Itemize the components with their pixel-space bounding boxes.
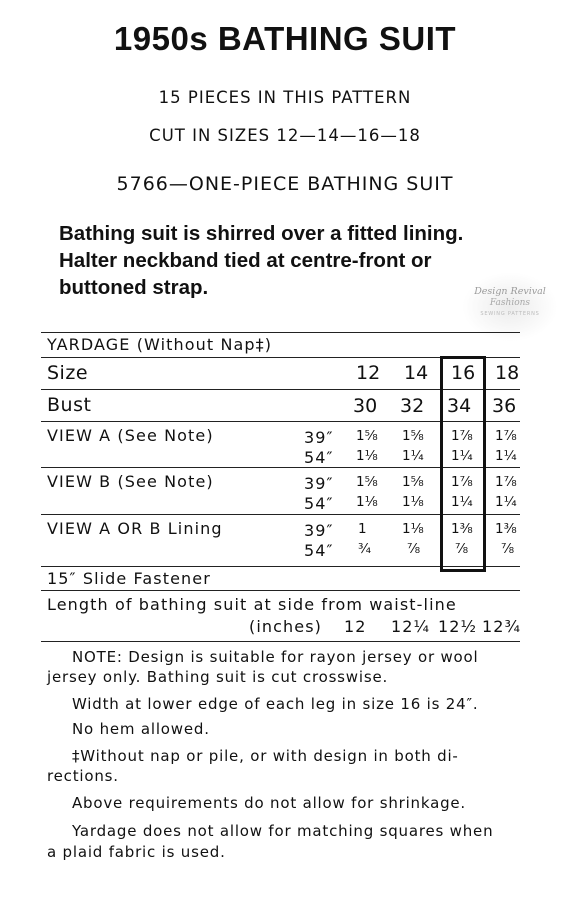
slide-fastener: 15″ Slide Fastener: [47, 569, 211, 588]
length-unit: (inches): [249, 617, 322, 636]
divider: [41, 590, 520, 591]
yardage-value: 1⅛: [356, 448, 378, 464]
fabric-width: 39″: [304, 521, 334, 540]
bust-label: Bust: [47, 394, 92, 416]
note-line: NOTE: Design is suitable for rayon jersey or wool: [72, 648, 479, 666]
yardage-value: 1¼: [451, 448, 473, 464]
pieces-count: 15 PIECES IN THIS PATTERN: [158, 88, 412, 107]
description-line: Bathing suit is shirred over a fitted lining.: [59, 222, 464, 245]
yardage-value: 1⅝: [402, 474, 424, 490]
yardage-header: YARDAGE (Without Nap‡): [47, 335, 273, 354]
note-line: ‡Without nap or pile, or with design in both di-: [72, 747, 459, 765]
view-label: VIEW B (See Note): [47, 472, 214, 491]
length-label: Length of bathing suit at side from waist-line: [47, 595, 457, 614]
fabric-width: 39″: [304, 474, 334, 493]
length-value: 12¼: [391, 617, 431, 636]
yardage-value: 1⅝: [356, 428, 378, 444]
yardage-value: 1⅞: [495, 474, 517, 490]
yardage-value: 1⅛: [356, 494, 378, 510]
yardage-value: 1¼: [495, 494, 517, 510]
pattern-title: 5766—ONE-PIECE BATHING SUIT: [116, 173, 454, 195]
fabric-width: 54″: [304, 448, 334, 467]
yardage-value: 1⅜: [495, 521, 517, 537]
fabric-width: 39″: [304, 428, 334, 447]
bust-value: 36: [492, 395, 517, 417]
watermark-line: SEWING PATTERNS: [480, 311, 540, 317]
fabric-width: 54″: [304, 541, 334, 560]
highlighted-size-column: [440, 356, 486, 572]
divider: [41, 332, 520, 333]
view-label: VIEW A (See Note): [47, 426, 214, 445]
size-value: 12: [356, 362, 381, 384]
length-value: 12½: [438, 617, 478, 636]
bust-value: 30: [353, 395, 378, 417]
length-value: 12¾: [482, 617, 522, 636]
description-line: Halter neckband tied at centre-front or: [59, 249, 432, 272]
yardage-value: ¾: [358, 541, 372, 557]
yardage-value: ⅞: [501, 541, 515, 557]
yardage-value: 1⅞: [495, 428, 517, 444]
yardage-value: 1⅞: [451, 428, 473, 444]
note-line: a plaid fabric is used.: [47, 843, 226, 861]
divider: [41, 641, 520, 642]
yardage-value: ⅞: [455, 541, 469, 557]
view-label: VIEW A OR B Lining: [47, 519, 223, 538]
fabric-width: 54″: [304, 494, 334, 513]
yardage-value: 1⅞: [451, 474, 473, 490]
description-line: buttoned strap.: [59, 276, 209, 299]
size-value: 16: [451, 362, 476, 384]
watermark-line: Design Revival: [474, 286, 546, 297]
note-line: No hem allowed.: [72, 720, 210, 738]
yardage-value: 1¼: [451, 494, 473, 510]
note-line: rections.: [47, 767, 119, 785]
watermark-line: Fashions: [489, 298, 531, 308]
bust-value: 32: [400, 395, 425, 417]
note-line: Above requirements do not allow for shrinkage.: [72, 794, 467, 812]
yardage-value: ⅞: [407, 541, 421, 557]
yardage-value: 1⅛: [402, 521, 424, 537]
length-value: 12: [344, 617, 367, 636]
size-value: 14: [404, 362, 429, 384]
size-value: 18: [495, 362, 520, 384]
yardage-value: 1⅜: [451, 521, 473, 537]
yardage-value: 1⅛: [402, 494, 424, 510]
yardage-value: 1⅝: [356, 474, 378, 490]
note-line: jersey only. Bathing suit is cut crosswise.: [47, 668, 389, 686]
yardage-value: 1⅝: [402, 428, 424, 444]
size-label: Size: [47, 362, 89, 384]
yardage-value: 1: [358, 521, 367, 537]
page-title: 1950s BATHING SUIT: [113, 20, 457, 57]
note-line: Width at lower edge of each leg in size 16 is 24″.: [72, 695, 479, 713]
bust-value: 34: [447, 395, 472, 417]
yardage-value: 1¼: [402, 448, 424, 464]
sizes-line: CUT IN SIZES 12—14—16—18: [149, 126, 421, 145]
note-line: Yardage does not allow for matching squares when: [72, 822, 494, 840]
yardage-value: 1¼: [495, 448, 517, 464]
